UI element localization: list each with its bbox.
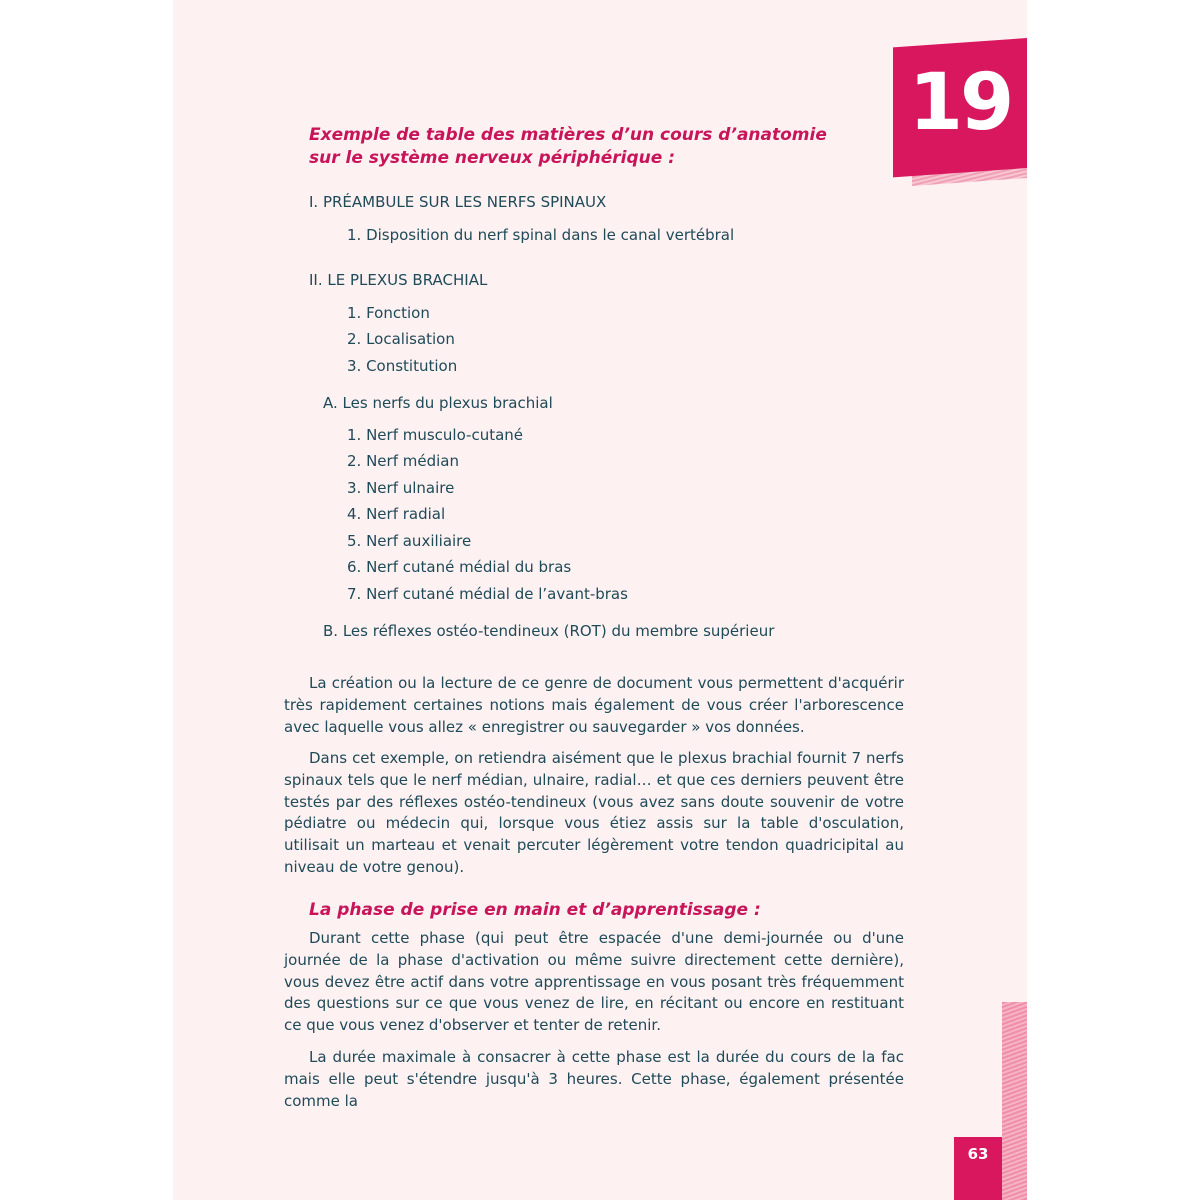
toc-item: 1. Disposition du nerf spinal dans le canal vertébral — [347, 226, 735, 244]
paragraph-text: Dans cet exemple, on retiendra aisément que le plexus brachial fournit 7 nerfs spinaux tels que le nerf médian, ulnaire, radial… et que ces derniers peuvent être testés par des réflexes ostéo-tendineux (vous avez sans doute souvenir de votre pédiatre ou médecin qui, lorsque vous étiez assis sur la table d'osculation, utilisait un marteau et venait percuter légèrement votre tendon quadricipital au niveau de votre genou). — [284, 749, 904, 876]
toc-item: 4. Nerf radial — [347, 505, 446, 523]
page-number: 63 — [967, 1145, 989, 1163]
section-heading-2: La phase de prise en main et d’apprentissage : — [309, 900, 761, 920]
toc-item: 1. Fonction — [347, 304, 430, 322]
paragraph — [284, 1047, 904, 1112]
section-heading-line1: Exemple de table des matières d’un cours d’anatomie — [309, 125, 827, 145]
toc-item: 6. Nerf cutané médial du bras — [347, 558, 572, 576]
toc-item: 2. Localisation — [347, 330, 455, 348]
paragraph-text: Durant cette phase (qui peut être espacée d'une demi-journée ou d'une journée de la phase d'activation ou même suivre directement cette dernière), vous devez être actif dans votre apprentissage en vous posant très fréquemment des questions sur ce que vous venez de lire, en récitant ou encore en restituant ce que vous venez d'observer et tenter de retenir. — [284, 929, 904, 1035]
toc-item: 7. Nerf cutané médial de l’avant-bras — [347, 585, 628, 603]
toc-item: 3. Nerf ulnaire — [347, 479, 455, 497]
paragraph — [284, 928, 904, 1037]
toc-section-2-title: II. LE PLEXUS BRACHIAL — [309, 271, 488, 289]
toc-item: 2. Nerf médian — [347, 452, 459, 470]
toc-subsection-a-title: A. Les nerfs du plexus brachial — [323, 394, 553, 412]
paragraph-text: La création ou la lecture de ce genre de document vous permettent d'acquérir très rapidement certaines notions mais également de vous créer l'arborescence avec laquelle vous allez « enregistrer ou sauvegarder » vos données. — [284, 674, 904, 736]
chapter-number: 19 — [908, 58, 1012, 148]
paragraph — [284, 748, 904, 879]
toc-item: 3. Constitution — [347, 357, 458, 375]
toc-item: 5. Nerf auxiliaire — [347, 532, 472, 550]
toc-item: 1. Nerf musculo-cutané — [347, 426, 524, 444]
paragraph-text: La durée maximale à consacrer à cette phase est la durée du cours de la fac mais elle peut s'étendre jusqu'à 3 heures. Cette phase, également présentée comme la — [284, 1048, 904, 1110]
toc-subsection-b-title: B. Les réflexes ostéo-tendineux (ROT) du membre supérieur — [323, 622, 775, 640]
paragraph — [284, 673, 904, 738]
side-decorative-stripe — [1002, 1002, 1027, 1200]
section-heading-line2: sur le système nerveux périphérique : — [309, 148, 675, 168]
toc-section-1-title: I. PRÉAMBULE SUR LES NERFS SPINAUX — [309, 193, 607, 211]
